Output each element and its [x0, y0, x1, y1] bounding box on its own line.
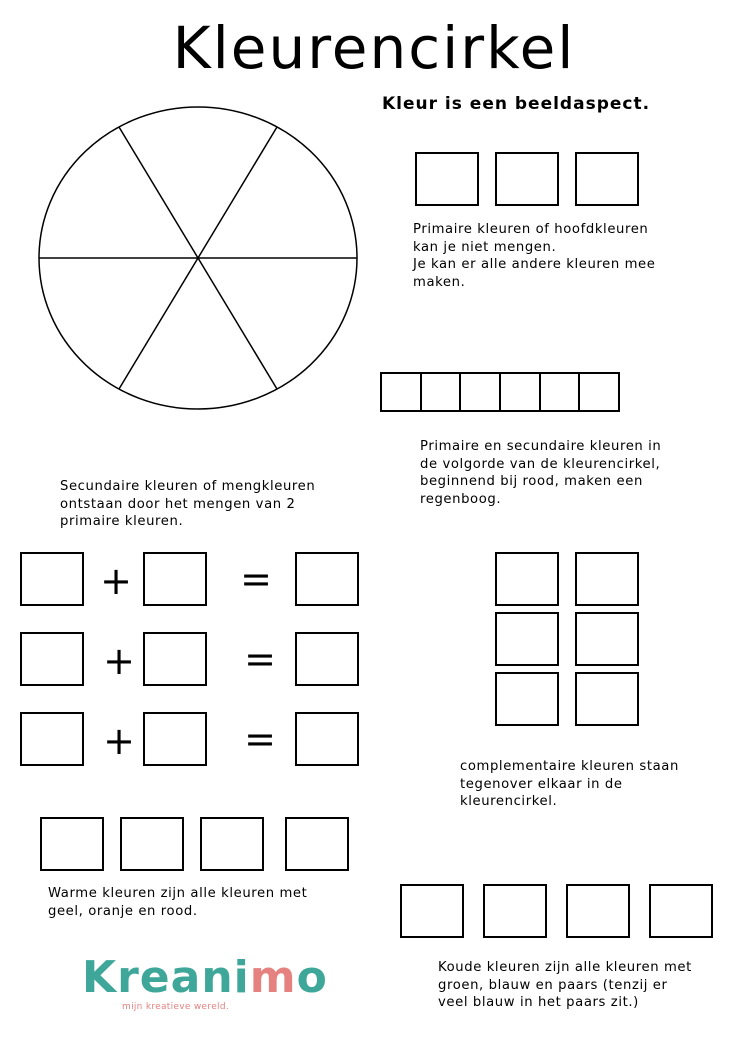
rainbow-cell[interactable] [539, 372, 581, 412]
equals-sign: = [244, 637, 276, 681]
primary-color-box[interactable] [495, 152, 559, 206]
primary-color-box[interactable] [575, 152, 639, 206]
equals-sign: = [244, 717, 276, 761]
kreanimo-logo [82, 952, 328, 1003]
cold-text: Koude kleuren zijn alle kleuren met groen, blauw en paars (tenzij er veel blauw in het paars zit.) [438, 960, 692, 1010]
equals-sign: = [240, 557, 272, 601]
warm-color-box[interactable] [200, 817, 264, 871]
cold-color-box[interactable] [483, 884, 547, 938]
logo-text-accent: m [249, 952, 297, 1003]
rainbow-strip [380, 372, 620, 412]
cold-color-box[interactable] [400, 884, 464, 938]
mix-input-box[interactable] [143, 552, 207, 606]
warm-text: Warme kleuren zijn alle kleuren met geel, oranje en rood. [48, 886, 308, 919]
complementary-box[interactable] [495, 672, 559, 726]
mix-input-box[interactable] [20, 712, 84, 766]
complementary-box[interactable] [495, 552, 559, 606]
cold-color-box[interactable] [566, 884, 630, 938]
warm-color-box[interactable] [40, 817, 104, 871]
complementary-box[interactable] [575, 552, 639, 606]
logo-text: o [296, 952, 328, 1003]
rainbow-cell[interactable] [499, 372, 541, 412]
plus-sign: + [103, 719, 135, 763]
complementary-text: complementaire kleuren staan tegenover elkaar in de kleurencirkel. [460, 759, 679, 809]
mix-result-box[interactable] [295, 712, 359, 766]
cold-color-box[interactable] [649, 884, 713, 938]
mix-result-box[interactable] [295, 632, 359, 686]
complementary-box[interactable] [495, 612, 559, 666]
logo-text: Kreani [82, 952, 250, 1003]
plus-sign: + [100, 559, 132, 603]
complementary-box[interactable] [575, 612, 639, 666]
plus-sign: + [103, 639, 135, 683]
rainbow-cell[interactable] [380, 372, 422, 412]
complementary-box[interactable] [575, 672, 639, 726]
mix-input-box[interactable] [143, 632, 207, 686]
page-title: Kleurencirkel [172, 14, 576, 82]
secondary-text: Secundaire kleuren of mengkleuren ontstaan door het mengen van 2 primaire kleuren. [60, 479, 316, 529]
mix-result-box[interactable] [295, 552, 359, 606]
primary-color-box[interactable] [415, 152, 479, 206]
rainbow-cell[interactable] [578, 372, 620, 412]
warm-color-box[interactable] [285, 817, 349, 871]
logo-tagline: mijn kreatieve wereld. [122, 1002, 230, 1012]
color-wheel [36, 104, 362, 414]
rainbow-cell[interactable] [420, 372, 462, 412]
mix-input-box[interactable] [20, 632, 84, 686]
warm-color-box[interactable] [120, 817, 184, 871]
mix-input-box[interactable] [20, 552, 84, 606]
primary-text: Primaire kleuren of hoofdkleuren kan je niet mengen. Je kan er alle andere kleuren mee maken. [413, 222, 656, 290]
mix-input-box[interactable] [143, 712, 207, 766]
rainbow-cell[interactable] [459, 372, 501, 412]
subtitle: Kleur is een beeldaspect. [382, 94, 651, 114]
rainbow-text: Primaire en secundaire kleuren in de volgorde van de kleurencirkel, beginnend bij rood, maken een regenboog. [420, 439, 662, 507]
